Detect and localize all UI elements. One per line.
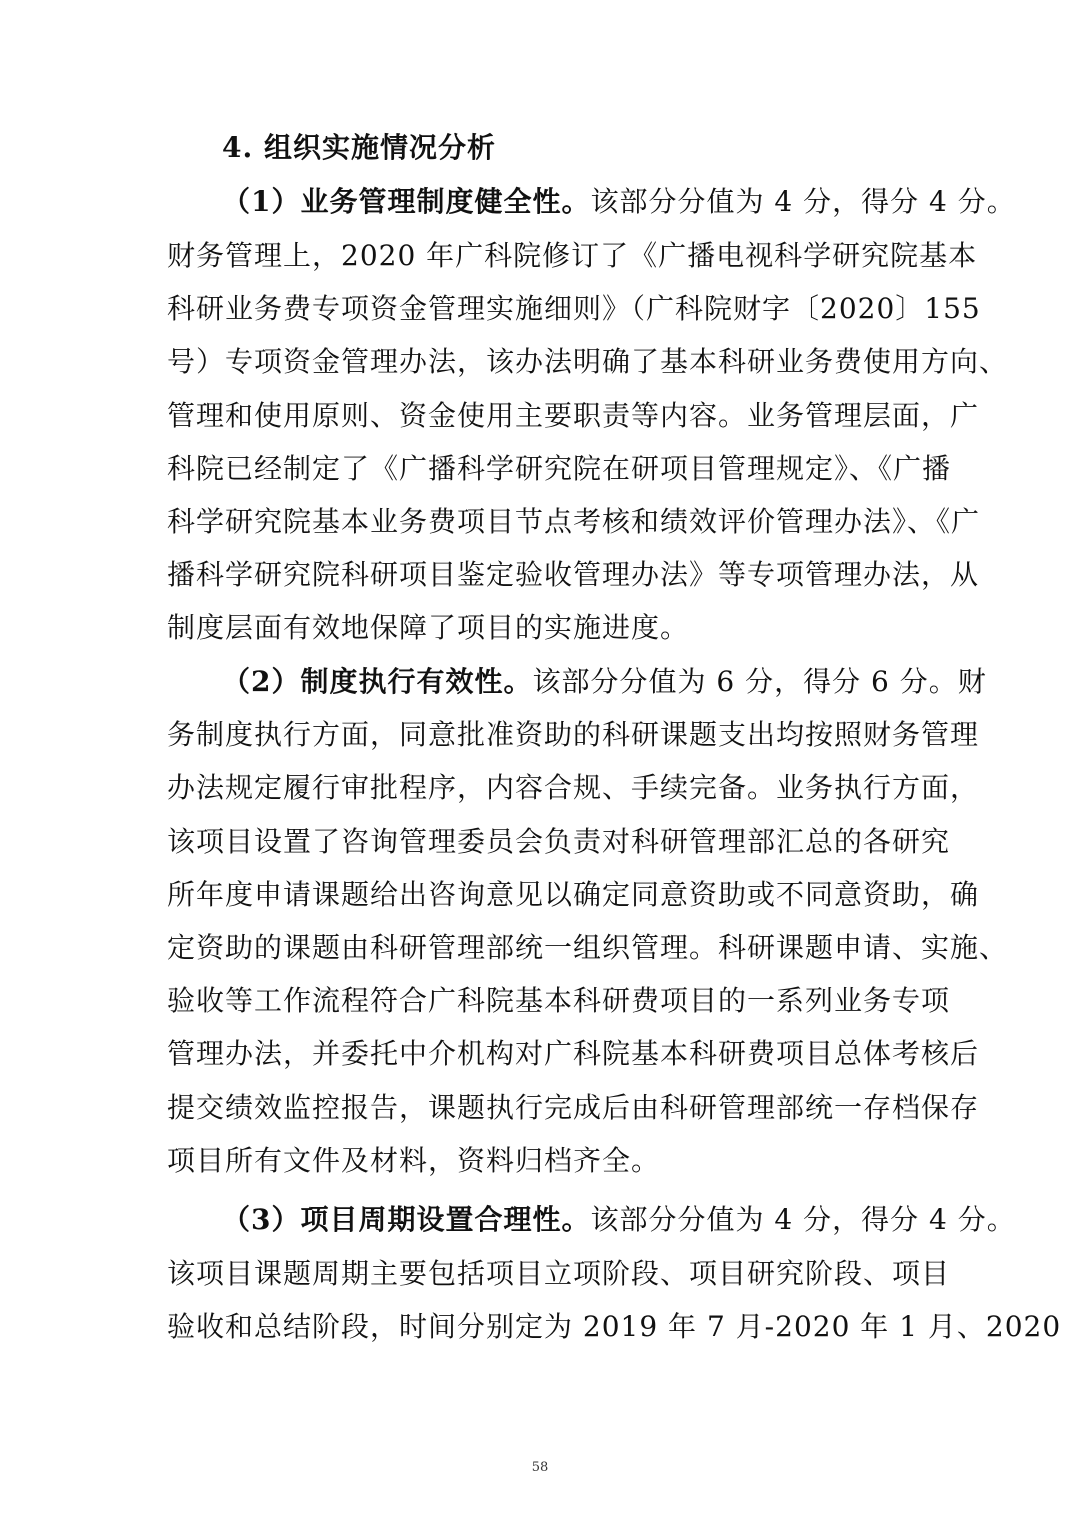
- paragraph-3-lead: （3）项目周期设置合理性。: [222, 1203, 591, 1236]
- paragraph-3-text: 该部分分值为 4 分，得分 4 分。: [590, 1203, 1016, 1236]
- paragraph-1-line-7: 科学研究院基本业务费项目节点考核和绩效评价管理办法》、《广: [167, 505, 981, 538]
- paragraph-2-line-7: 验收等工作流程符合广科院基本科研费项目的一系列业务专项: [167, 984, 951, 1017]
- paragraph-2-line-1: [222, 662, 987, 702]
- paragraph-1-line-6: 科院已经制定了《广播科学研究院在研项目管理规定》、《广播: [167, 452, 952, 485]
- paragraph-2-line-3: 办法规定履行审批程序，内容合规、手续完备。业务执行方面，: [167, 771, 980, 804]
- paragraph-1-line-4: 号）专项资金管理办法，该办法明确了基本科研业务费使用方向、: [167, 345, 1009, 378]
- paragraph-1-line-5: 管理和使用原则、资金使用主要职责等内容。业务管理层面，广: [167, 399, 980, 432]
- paragraph-2-line-6: 定资助的课题由科研管理部统一组织管理。科研课题申请、实施、: [167, 931, 1009, 964]
- paragraph-2-line-4: 该项目设置了咨询管理委员会负责对科研管理部汇总的各研究: [167, 825, 951, 858]
- paragraph-2-line-9: 提交绩效监控报告，课题执行完成后由科研管理部统一存档保存: [167, 1091, 980, 1124]
- paragraph-2-line-10: 项目所有文件及材料，资料归档齐全。: [167, 1144, 661, 1177]
- paragraph-2-text: 该部分分值为 6 分，得分 6 分。财: [532, 665, 987, 698]
- section-heading: 4. 组织实施情况分析: [222, 131, 496, 164]
- paragraph-2-line-2: 务制度执行方面，同意批准资助的科研课题支出均按照财务管理: [167, 718, 980, 751]
- paragraph-2-line-8: 管理办法，并委托中介机构对广科院基本科研费项目总体考核后: [167, 1037, 980, 1070]
- page-number: 58: [531, 1460, 549, 1475]
- paragraph-1-lead: （1）业务管理制度健全性。: [222, 185, 591, 218]
- paragraph-3-line-3: 验收和总结阶段，时间分别定为 2019 年 7 月-2020 年 1 月、2020: [167, 1310, 1062, 1343]
- paragraph-1-line-2: 财务管理上，2020 年广科院修订了《广播电视科学研究院基本: [167, 239, 978, 272]
- paragraph-1-line-1: [222, 182, 1016, 222]
- paragraph-1-line-9: 制度层面有效地保障了项目的实施进度。: [167, 611, 690, 644]
- paragraph-2-lead: （2）制度执行有效性。: [222, 665, 533, 698]
- paragraph-2-line-5: 所年度申请课题给出咨询意见以确定同意资助或不同意资助，确: [167, 878, 980, 911]
- paragraph-3-line-1: [222, 1200, 1016, 1240]
- paragraph-1-line-3: 科研业务费专项资金管理实施细则》（广科院财字〔2020〕155: [167, 292, 981, 325]
- paragraph-3-line-2: 该项目课题周期主要包括项目立项阶段、项目研究阶段、项目: [167, 1257, 951, 1290]
- paragraph-1-line-8: 播科学研究院科研项目鉴定验收管理办法》等专项管理办法，从: [167, 558, 980, 591]
- paragraph-1-text: 该部分分值为 4 分，得分 4 分。: [590, 185, 1016, 218]
